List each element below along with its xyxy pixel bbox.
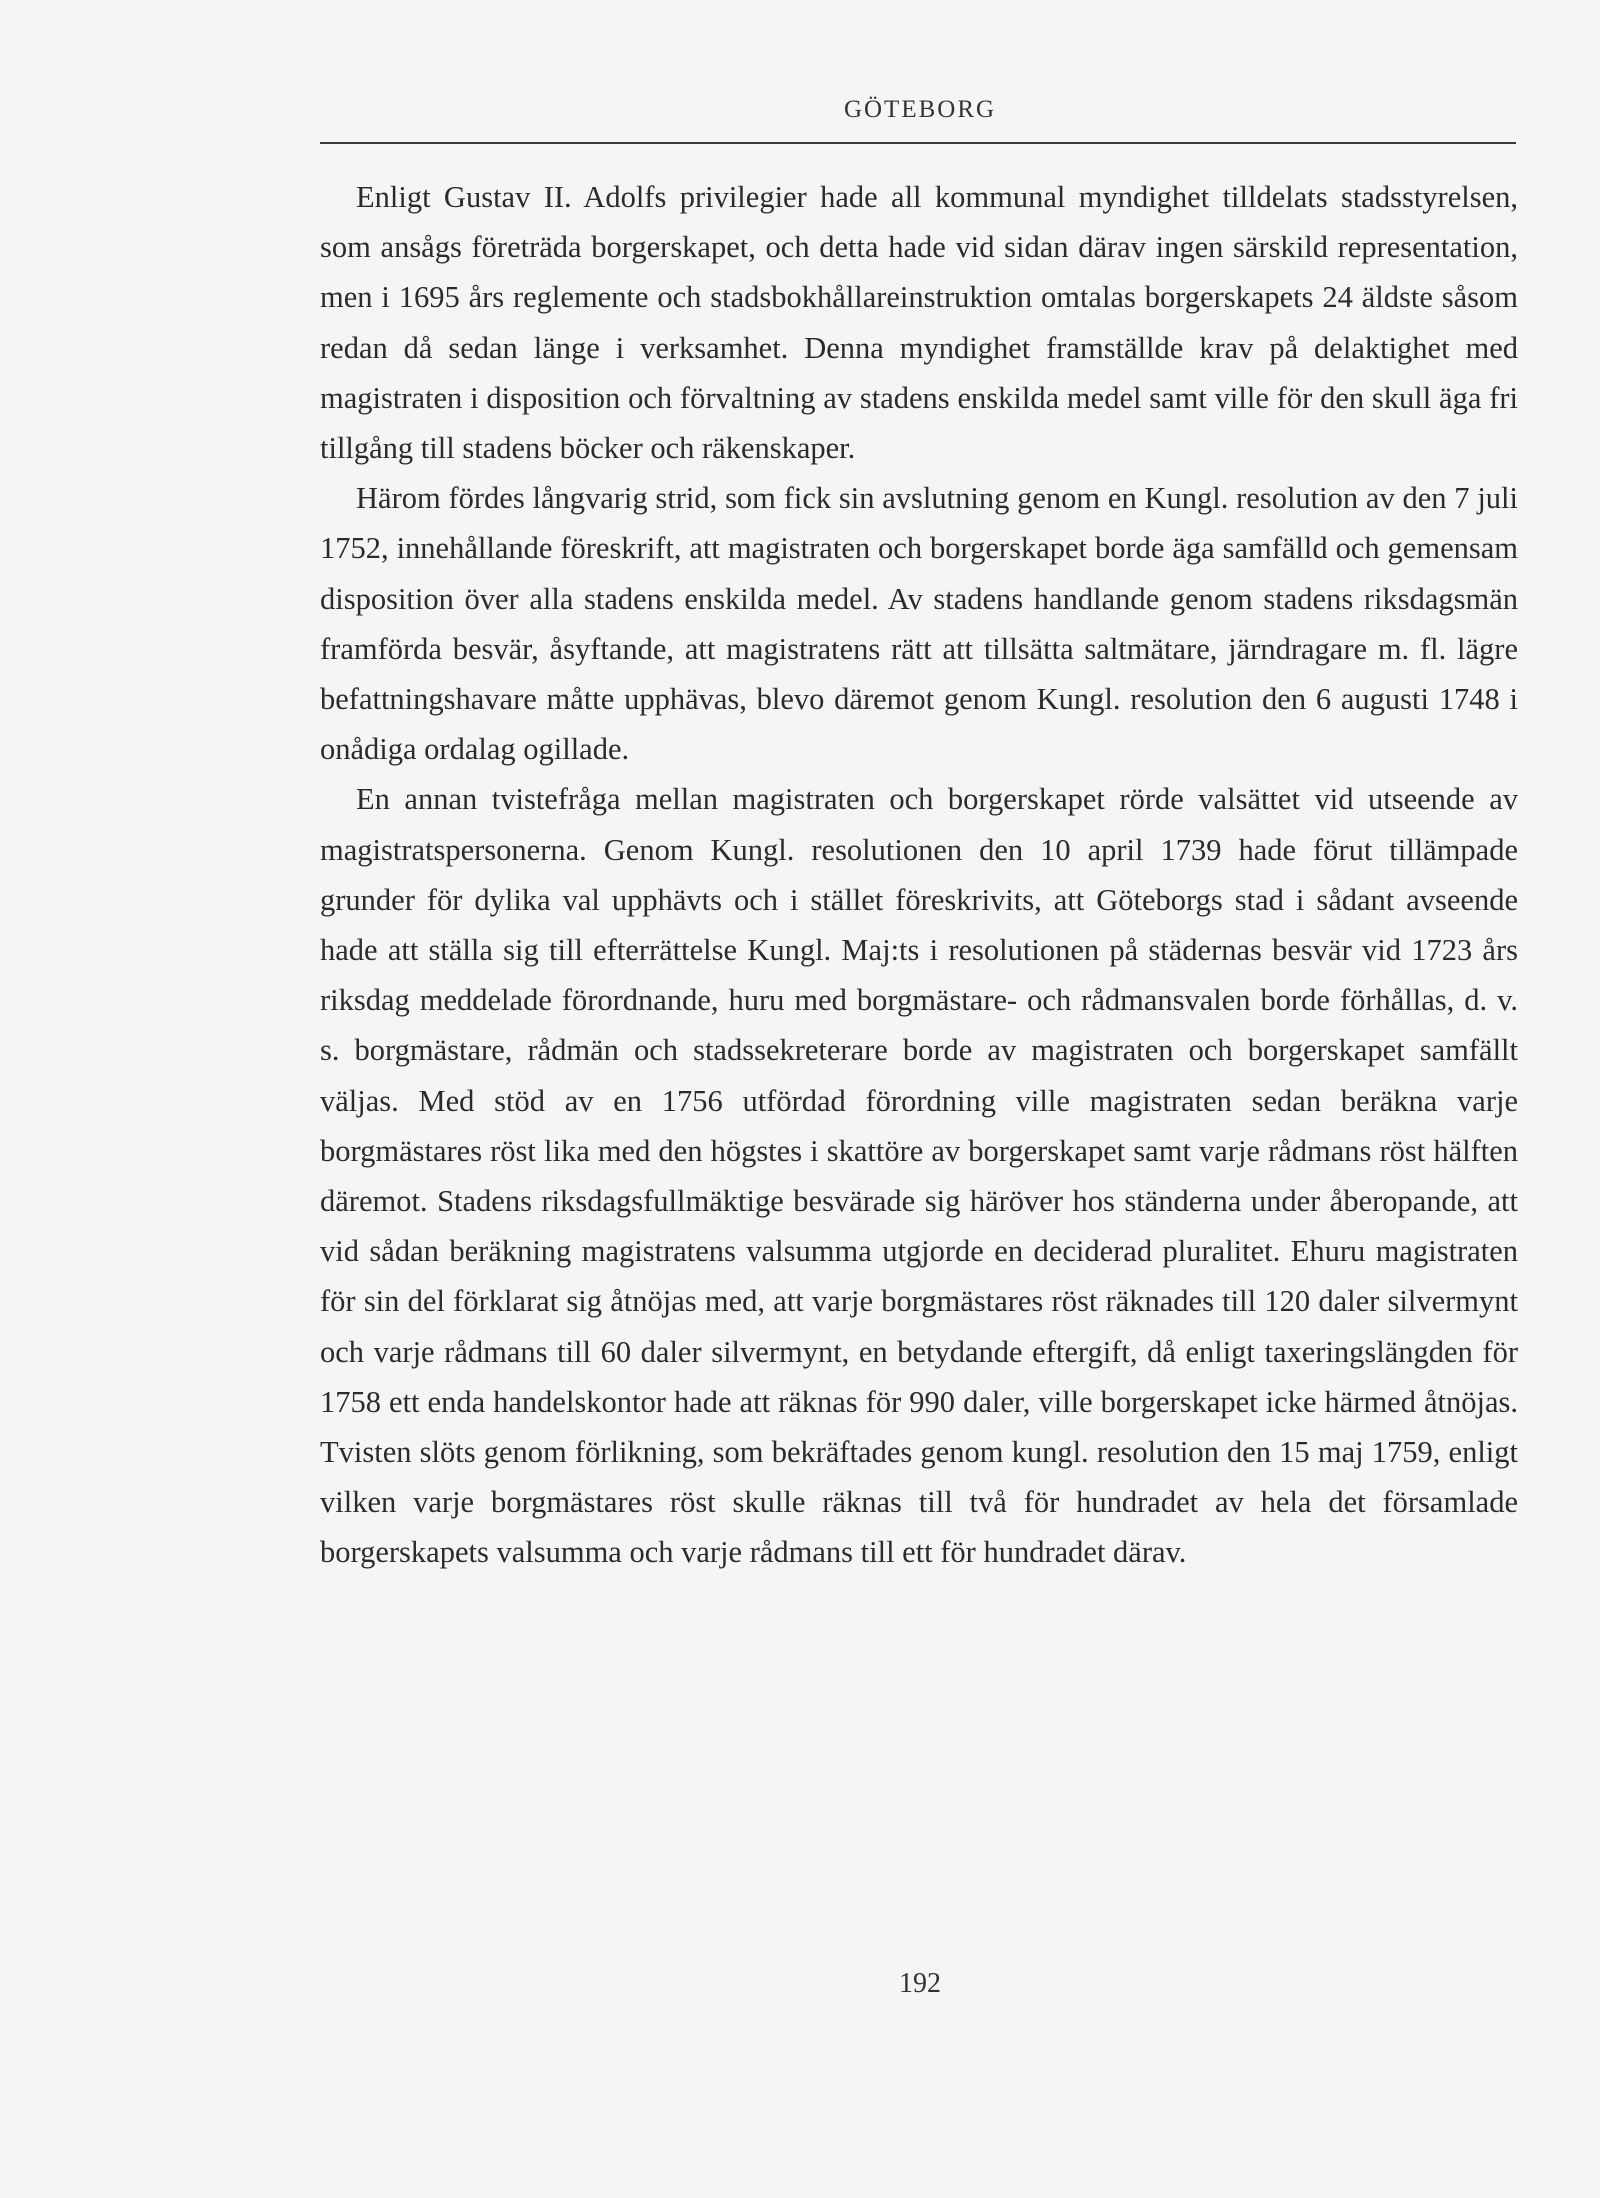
running-header: GÖTEBORG — [843, 96, 997, 123]
page-number: 192 — [899, 1968, 941, 1999]
paragraph-3: En annan tvistefråga mellan magistraten och borgerskapet rörde valsättet vid utseende av magistratspersonerna. Genom Kungl. resolutionen den 10 april 1739 hade förut tillämpade grunder för dylika val upphävts och i stället föreskrivits, att Göteborgs stad i sådant avseende hade att ställa sig till efterrättelse Kungl. Maj:ts i resolutionen på städernas besvär vid 1723 års riksdag meddelade förordnande, huru med borgmästare- och rådmansvalen borde förhållas, d. v. s. borgmästare, rådmän och stadssekreterare borde av magistraten och borgerskapet samfällt väljas. Med stöd av en 1756 utfördad förordning ville magistraten sedan beräkna varje borgmästares röst lika med den högstes i skattöre av borgerskapet samt varje rådmans röst hälften däremot. Stadens riksdagsfullmäktige besvärade sig häröver hos ständerna under åberopande, att vid sådan beräkning magistratens valsumma utgjorde en deciderad pluralitet. Ehuru magistraten för sin del förklarat sig åtnöjas med, att varje borgmästares röst räknades till 120 daler silvermynt och varje rådmans till 60 daler silvermynt, en betydande eftergift, då enligt taxeringslängden för 1758 ett enda handelskontor hade att räknas för 990 daler, ville borgerskapet icke härmed åtnöjas. Tvisten slöts genom förlikning, som bekräftades genom kungl. resolution den 15 maj 1759, enligt vilken varje borgmästares röst skulle räknas till två för hundradet av hela det församlade borgerskapets valsumma och varje rådmans till ett för hundradet därav. — [320, 782, 1518, 1570]
paragraph-1: Enligt Gustav II. Adolfs privilegier hade all kommunal myndighet tilldelats stadsstyrelsen, som ansågs företräda borgerskapet, och detta hade vid sidan därav ingen särskild representation, men i 1695 års reglemente och stadsbokhållareinstruktion omtalas borgerskapets 24 äldste såsom redan då sedan länge i verksamhet. Denna myndighet framställde krav på delaktighet med magistraten i disposition och förvaltning av stadens enskilda medel samt ville för den skull äga fri tillgång till stadens böcker och räkenskaper. — [320, 180, 1518, 466]
header-rule — [320, 142, 1516, 144]
body-text — [320, 172, 1518, 1578]
paragraph-2: Härom fördes långvarig strid, som fick sin avslutning genom en Kungl. resolution av den 7 juli 1752, innehållande föreskrift, att magistraten och borgerskapet borde äga samfälld och gemensam disposition över alla stadens enskilda medel. Av stadens handlande genom stadens riksdagsmän framförda besvär, åsyftande, att magistratens rätt att tillsätta saltmätare, järndragare m. fl. lägre befattningshavare måtte upphävas, blevo däremot genom Kungl. resolution den 6 augusti 1748 i onådiga ordalag ogillade. — [320, 481, 1518, 767]
